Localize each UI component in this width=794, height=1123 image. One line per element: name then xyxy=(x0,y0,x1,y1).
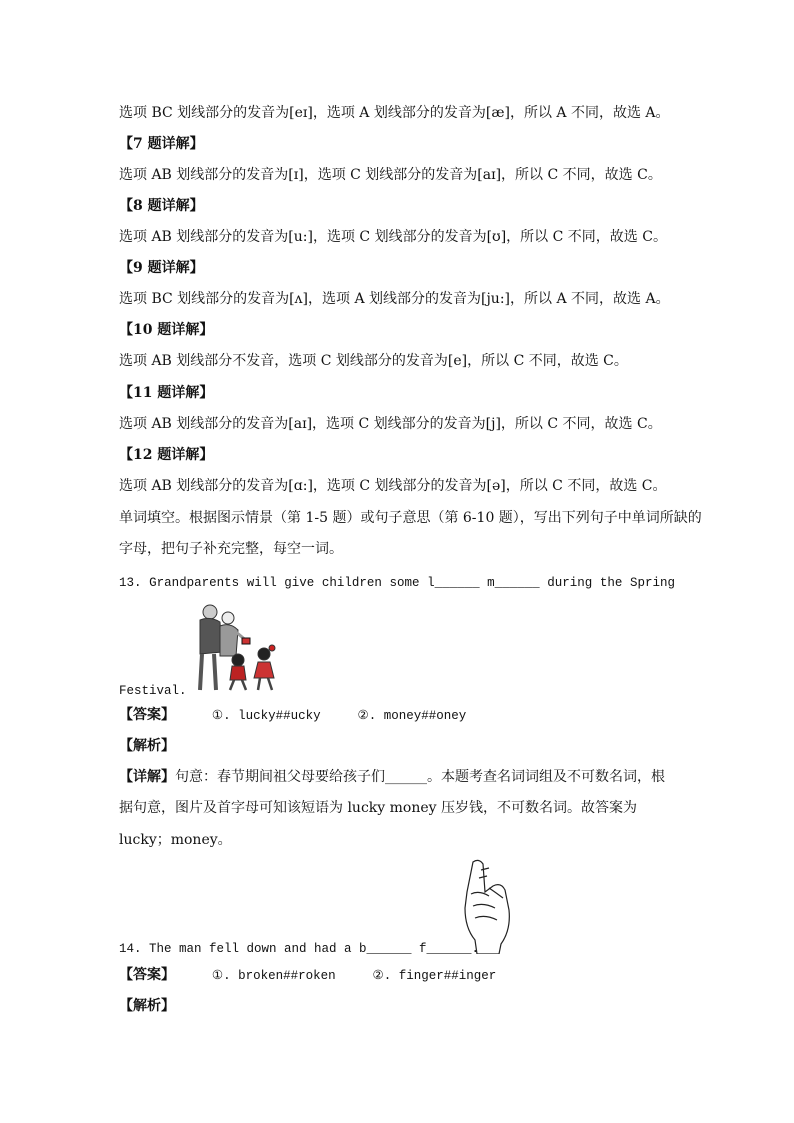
q14-answer-1: ①. broken##roken xyxy=(211,969,336,983)
q13-detail-line1 xyxy=(119,767,665,787)
q13-word: during xyxy=(547,576,593,590)
q13-detail-line3: lucky；money。 xyxy=(119,832,232,848)
q13-word: will xyxy=(246,576,277,590)
q13-detail-line2: 据句意，图片及首字母可知该短语为 lucky money 压岁钱，不可数名词。故答案为 xyxy=(119,800,637,816)
explanation-q10: 选项 AB 划线部分不发音，选项 C 划线部分的发音为[e]，所以 C 不同，故选 C。 xyxy=(119,353,628,369)
q13-number: 13. xyxy=(119,576,142,590)
q14-answer-2: ②. finger##inger xyxy=(372,969,497,983)
section-instruction-line1: 单词填空。根据图示情景（第 1-5 题）或句子意思（第 6-10 题），写出下列句子中单词所缺的 xyxy=(119,510,702,526)
explanation-q9: 选项 BC 划线部分的发音为[ʌ]，选项 A 划线部分的发音为[ju:]，所以 A 不同，故选 A。 xyxy=(119,291,670,307)
heading-q8: 【8 题详解】 xyxy=(119,198,204,214)
q13-answer-row xyxy=(119,705,466,726)
q14-answer-label: 【答案】 xyxy=(119,967,175,983)
q13-ending: Festival. xyxy=(119,684,187,698)
heading-q10: 【10 题详解】 xyxy=(119,322,214,338)
heading-q11: 【11 题详解】 xyxy=(119,385,214,401)
q13-word: Spring xyxy=(629,576,675,590)
q13-blank-2: m______ xyxy=(487,576,540,590)
explanation-q6: 选项 BC 划线部分的发音为[eɪ]，选项 A 划线部分的发音为[æ]，所以 A 不同，故选 A。 xyxy=(119,105,670,121)
q13-answer-1: ①. lucky##ucky xyxy=(211,709,321,723)
q13-answer-label: 【答案】 xyxy=(119,707,175,723)
explanation-q11: 选项 AB 划线部分的发音为[aɪ]，选项 C 划线部分的发音为[j]，所以 C 不同，故选 C。 xyxy=(119,416,662,432)
heading-q9: 【9 题详解】 xyxy=(119,260,204,276)
q13-word: some xyxy=(389,576,420,590)
explanation-q7: 选项 AB 划线部分的发音为[ɪ]，选项 C 划线部分的发音为[aɪ]，所以 C 不同，故选 C。 xyxy=(119,167,662,183)
heading-q7: 【7 题详解】 xyxy=(119,136,204,152)
q14-analysis-label: 【解析】 xyxy=(119,998,175,1014)
section-instruction-line2: 字母，把句子补充完整，每空一词。 xyxy=(119,541,343,557)
q13-word: give xyxy=(284,576,315,590)
q13-detail-text: 句意：春节期间祖父母要给孩子们______。本题考查名词词组及不可数名词，根 xyxy=(175,769,665,785)
q13-blank-1: l______ xyxy=(427,576,480,590)
grandparents-children-illustration xyxy=(188,602,284,694)
explanation-q12: 选项 AB 划线部分的发音为[ɑ:]，选项 C 划线部分的发音为[ə]，所以 C 不同，故选 C。 xyxy=(119,478,667,494)
q14-answer-row xyxy=(119,965,496,986)
q13-word: Grandparents xyxy=(149,576,240,590)
q13-answer-2: ②. money##oney xyxy=(357,709,467,723)
explanation-q8: 选项 AB 划线部分的发音为[u:]，选项 C 划线部分的发音为[ʊ]，所以 C 不同，故选 C。 xyxy=(119,229,667,245)
q13-word: the xyxy=(599,576,623,590)
question-13-text xyxy=(119,573,675,593)
heading-q12: 【12 题详解】 xyxy=(119,447,214,463)
q13-analysis-label: 【解析】 xyxy=(119,738,175,754)
q13-detail-label: 【详解】 xyxy=(119,769,175,785)
q13-word: children xyxy=(321,576,382,590)
question-14-text: 14. The man fell down and had a b______ f______. xyxy=(119,942,480,956)
